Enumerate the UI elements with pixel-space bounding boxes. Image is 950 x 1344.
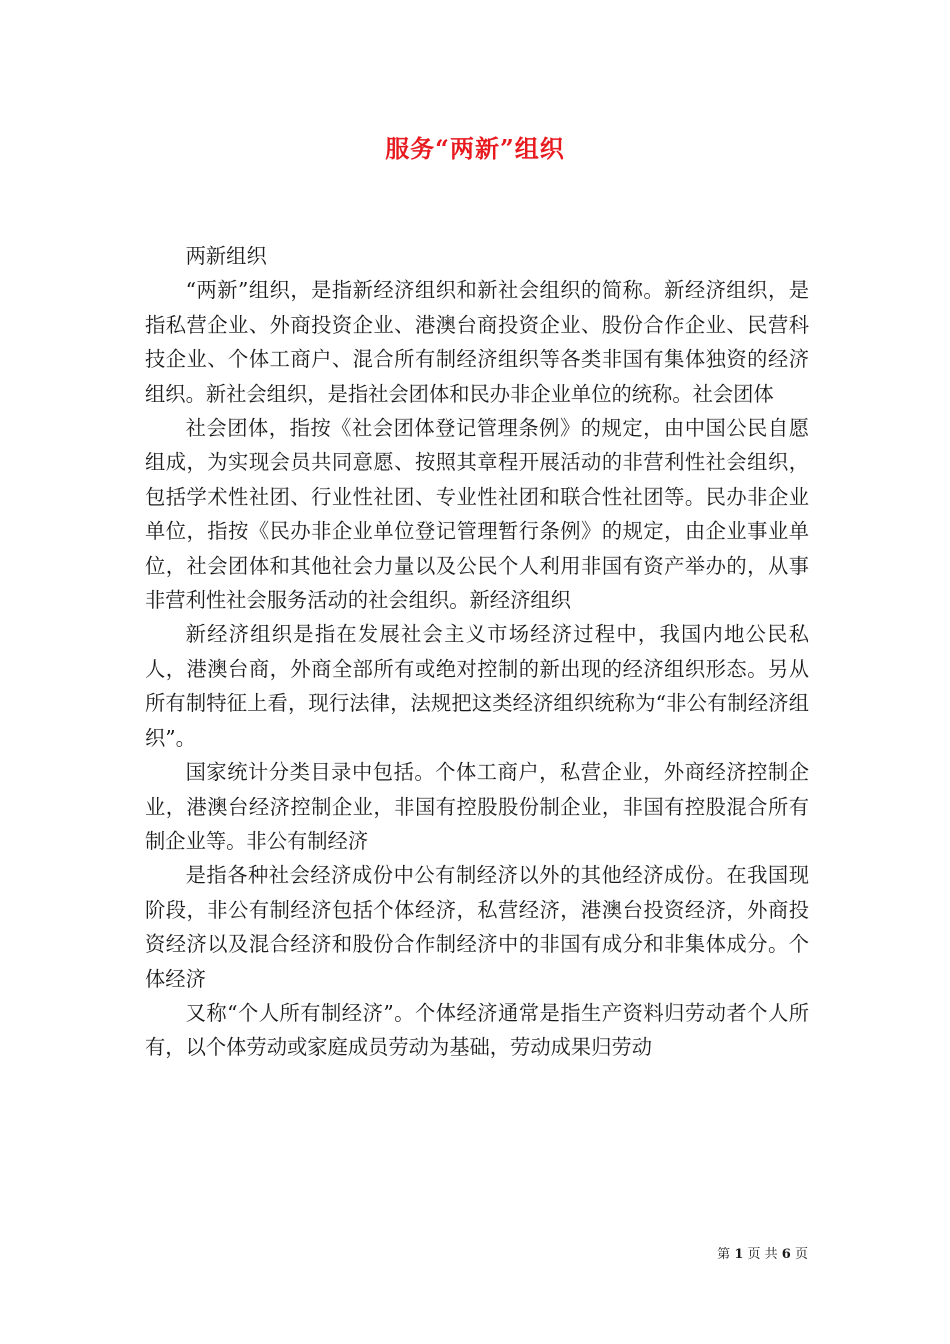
paragraph: 是指各种社会经济成份中公有制经济以外的其他经济成份。在我国现阶段，非公有制经济包括个体经济，私营经济，港澳台投资经济，外商投资经济以及混合经济和股份合作制经济中的非国有成分和非集体成分。个体经济 (145, 863, 809, 991)
paragraph: 又称“个人所有制经济”。个体经济通常是指生产资料归劳动者个人所有，以个体劳动或家庭成员劳动为基础，劳动成果归劳动 (145, 1000, 809, 1060)
footer-prefix: 第 (717, 1247, 731, 1262)
paragraph: “两新”组织，是指新经济组织和新社会组织的简称。新经济组织，是指私营企业、外商投资企业、港澳台商投资企业、股份合作企业、民营科技企业、个体工商户、混合所有制经济组织等各类非国有集体独资的经济组织。新社会组织，是指社会团体和民办非企业单位的统称。社会团体 (145, 278, 809, 406)
page-number-footer (0, 1246, 808, 1264)
total-page-number: 6 (781, 1247, 791, 1262)
paragraph: 国家统计分类目录中包括。个体工商户，私营企业，外商经济控制企业，港澳台经济控制企业，非国有控股股份制企业，非国有控股混合所有制企业等。非公有制经济 (145, 760, 809, 853)
paragraph: 新经济组织是指在发展社会主义市场经济过程中，我国内地公民私人，港澳台商，外商全部所有或绝对控制的新出现的经济组织形态。另从所有制特征上看，现行法律，法规把这类经济组织统称为“非公有制经济组织”。 (145, 622, 809, 750)
page-title: 服务“两新”组织 (385, 134, 565, 163)
document-body (145, 239, 809, 1065)
current-page-number: 1 (734, 1247, 744, 1262)
paragraph: 两新组织 (185, 244, 267, 268)
footer-middle: 页 共 (747, 1247, 778, 1262)
paragraph: 社会团体，指按《社会团体登记管理条例》的规定，由中国公民自愿组成，为实现会员共同意愿、按照其章程开展活动的非营利性社会组织，包括学术性社团、行业性社团、专业性社团和联合性社团等。民办非企业单位，指按《民办非企业单位登记管理暂行条例》的规定，由企业事业单位，社会团体和其他社会力量以及公民个人利用非国有资产举办的，从事非营利性社会服务活动的社会组织。新经济组织 (145, 416, 809, 613)
footer-suffix: 页 (794, 1247, 808, 1262)
